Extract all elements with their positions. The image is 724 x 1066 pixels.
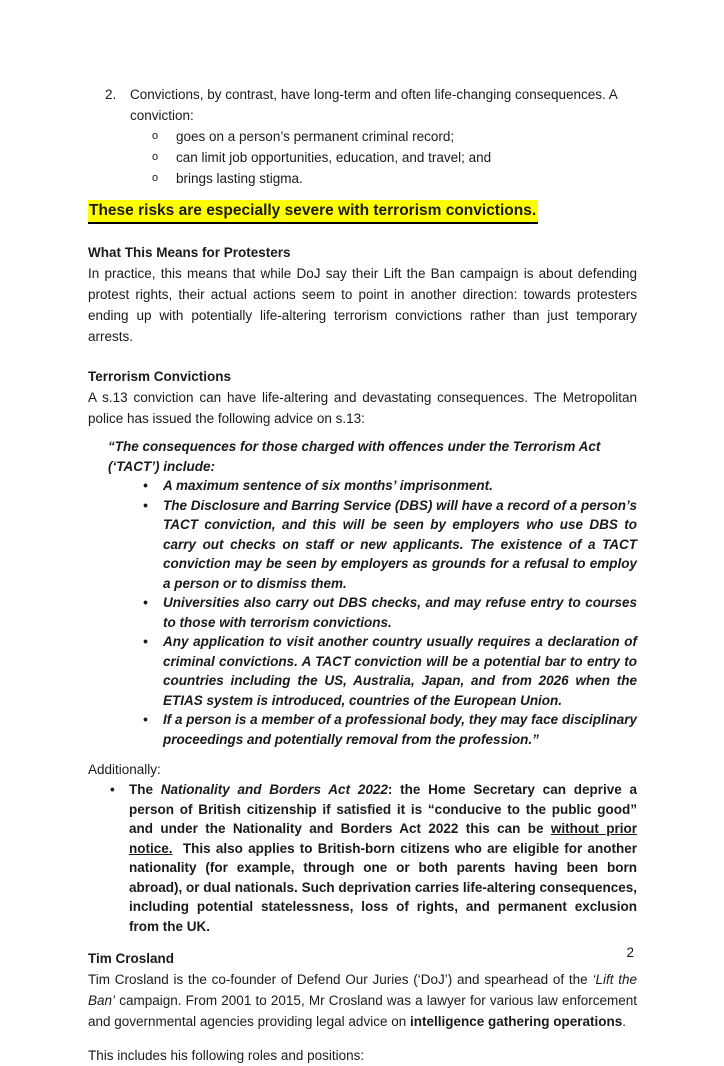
numbered-item [88, 84, 637, 126]
quote-bullet-text: The Disclosure and Barring Service (DBS) will have a record of a person’s TACT conviction, and this will be seen by employers who use DBS to carry out checks on staff or new applicants. The existence of a TACT conviction may be seen by employers as grounds for a refusal to employ a person or to dismiss them. [163, 497, 637, 591]
section-heading: Terrorism Convictions [88, 369, 232, 384]
quote-bullet-text: If a person is a member of a professional body, they may face disciplinary proceedings and potentially removal from the profession.” [163, 712, 637, 747]
roles-intro-line: This includes his following roles and positions: [88, 1048, 365, 1063]
sub-bullet-item [88, 126, 637, 147]
highlight-heading: These risks are especially severe with terrorism convictions. [88, 200, 538, 224]
additionally-label: Additionally: [88, 762, 161, 777]
circle-bullet-marker: o [152, 151, 159, 163]
paragraph: A s.13 conviction can have life-altering and devastating consequences. The Metropolitan police has issued the following advice on s.13: [88, 390, 637, 426]
quote-block [108, 437, 637, 749]
quote-bullet-item [108, 476, 637, 496]
quote-intro: “The consequences for those charged with offences under the Terrorism Act (‘TACT’) include: [108, 439, 601, 474]
sub-bullet-text: brings lasting stigma. [176, 171, 303, 186]
circle-bullet-marker: o [152, 130, 159, 142]
quote-bullet-item [108, 710, 637, 749]
page-number: 2 [626, 945, 634, 960]
bullet-marker: • [143, 595, 148, 610]
quote-bullet-item [108, 593, 637, 632]
sub-bullet-item [88, 147, 637, 168]
quote-bullet-text: Any application to visit another country usually requires a declaration of criminal convictions. A TACT conviction will be a potential bar to entry to countries including the US, Australia, Japan, and from 2026 when the ETIAS system is introduced, countries of the European Union. [163, 634, 637, 708]
item-text: Convictions, by contrast, have long-term and often life-changing consequences. A conviction: [130, 87, 618, 123]
sub-bullet-text: goes on a person’s permanent criminal record; [176, 129, 455, 144]
section-protesters [88, 242, 637, 347]
quote-bullet-text: A maximum sentence of six months’ imprisonment. [163, 478, 493, 493]
bullet-marker: • [143, 634, 148, 649]
additionally-bullet-item [88, 780, 637, 936]
section-heading: What This Means for Protesters [88, 245, 291, 260]
additionally-bullet-text: The Nationality and Borders Act 2022: the Home Secretary can deprive a person of British citizenship if satisfied it is “conducive to the public good” and under the Nationality and Borders Act 2022 this can be without prior notice. This also applies to British-born citizens who are eligible for another nationality (for example, through one or both parents having been born abroad), or dual nationals. Such deprivation carries life-altering consequences, including potential statelessness, loss of rights, and permanent exclusion from the UK. [129, 782, 637, 934]
section-terrorism [88, 366, 637, 429]
sub-bullet-list [88, 126, 637, 189]
crosland-paragraph: Tim Crosland is the co-founder of Defend Our Juries (‘DoJ’) and spearhead of the ‘Lift the Ban’ campaign. From 2001 to 2015, Mr Crosland was a lawyer for various law enforcement and governmental agencies providing legal advice on intelligence gathering operations. [88, 972, 637, 1029]
item-number: 2. [105, 87, 117, 102]
section-crosland [88, 948, 637, 1032]
quote-bullet-text: Universities also carry out DBS checks, and may refuse entry to courses to those with terrorism convictions. [163, 595, 637, 630]
paragraph: In practice, this means that while DoJ say their Lift the Ban campaign is about defending protest rights, their actual actions seem to point in another direction: towards protesters ending up with potentially life-altering terrorism convictions rather than just temporary arrests. [88, 266, 637, 344]
bullet-marker: • [143, 497, 148, 513]
bullet-marker: • [110, 782, 115, 797]
circle-bullet-marker: o [152, 172, 159, 184]
sub-bullet-text: can limit job opportunities, education, and travel; and [176, 150, 492, 165]
quote-bullet-item [108, 496, 637, 594]
quote-bullet-item [108, 632, 637, 710]
sub-bullet-item [88, 168, 637, 189]
bullet-marker: • [143, 712, 148, 727]
highlight-heading-row [88, 200, 637, 225]
section-heading: Tim Crosland [88, 951, 175, 966]
bullet-marker: • [143, 478, 148, 493]
